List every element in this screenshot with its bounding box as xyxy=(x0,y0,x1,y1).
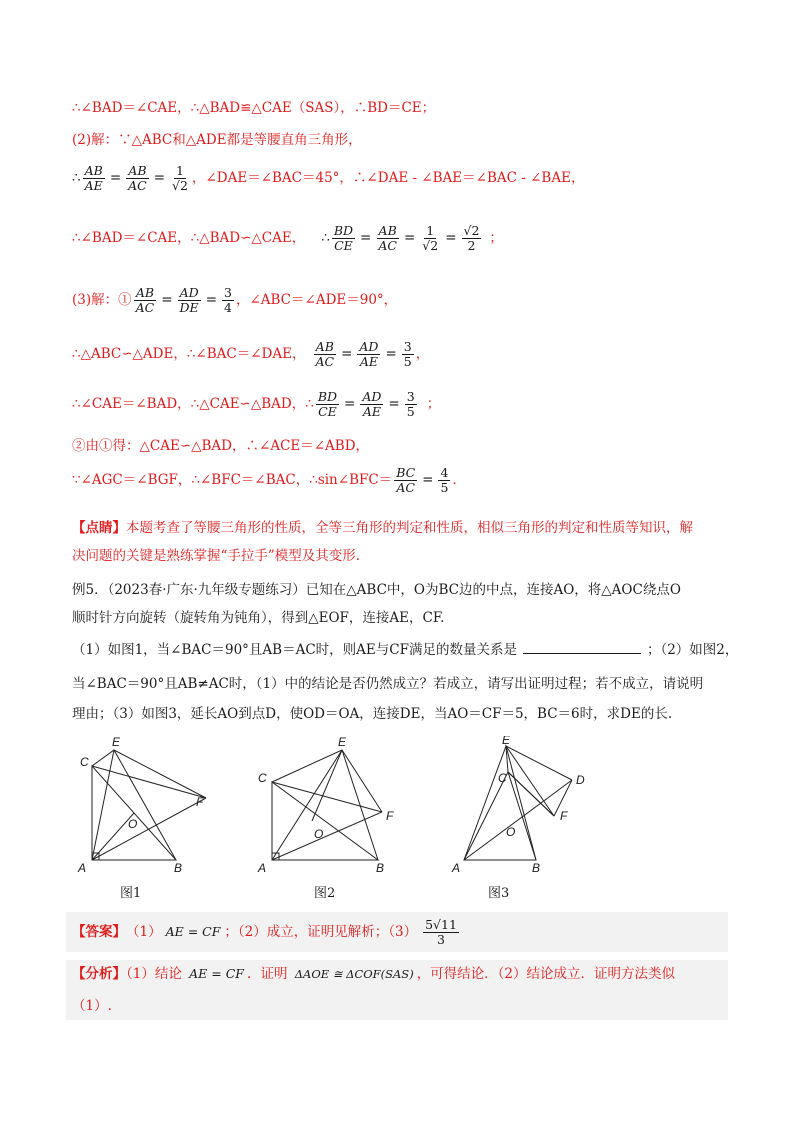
analysis-line-1: 【分析】（1）结论 AE = CF ．证明 ΔAOE ≅ ΔCOF(SAS) ，可得结论．（2）结论成立．证明方法类似 xyxy=(72,966,676,982)
solution2-heading-text: (2)解：∵△ABC和△ADE都是等腰直角三角形， xyxy=(72,132,362,148)
fraction-ab-ac: $\frac{AB}{AC}$ xyxy=(135,284,155,315)
fraction-3-5: $\frac{3}{5}$ xyxy=(403,338,412,369)
fraction-bd-ce: $\frac{BD}{CE}$ xyxy=(333,222,354,253)
label-B: B xyxy=(532,861,541,875)
fraction-bd-ce: $\frac{BD}{CE}$ xyxy=(317,388,338,419)
answer-ae-cf: AE = CF xyxy=(165,924,221,939)
example5-line-3: （1）如图1，当∠BAC＝90°且AB＝AC时，则AE与CF满足的数量关系是 ；（2）如图2， xyxy=(72,642,739,658)
comment-text-2: 决问题的关键是熟练掌握“手拉手”模型及其变形. xyxy=(72,548,361,564)
solution3-line2: ∴△ABC∽△ADE，∴∠BAC＝∠DAE， $\frac{AB}{AC}$ = $\frac{AD}{AE}$ = $\frac{3}{5}$ ， xyxy=(72,338,430,369)
label-D: D xyxy=(576,773,585,787)
solution3-line4-text: ②由①得：△CAE∽△BAD，∴∠ACE＝∠ABD， xyxy=(72,438,370,454)
fraction-ab-ac: $\frac{AB}{AC}$ xyxy=(128,162,147,193)
fraction-4-5: $\frac{4}{5}$ xyxy=(440,464,449,495)
therefore-symbol: ∴ xyxy=(72,170,81,186)
solution3-line5-head: ∵∠AGC＝∠BGF，∴∠BFC＝∠BAC，∴sin∠BFC＝ xyxy=(72,472,393,488)
figure-1 xyxy=(72,736,222,876)
figure-2-caption: 图2 xyxy=(314,886,336,901)
solution2-line3: ∴∠BAD＝∠CAE，∴△BAD∽△CAE， ∴ $\frac{BD}{CE}$ = $\frac{AB}{AC}$ = $\frac{1}{√2}$ = $\frac{√2}{2}$ ； xyxy=(72,222,503,253)
label-E: E xyxy=(112,736,121,749)
example5-line-4: 当∠BAC＝90°且AB≠AC时，（1）中的结论是否仍然成立？若成立，请写出证明过程；若不成立，请说明 xyxy=(72,676,704,692)
fraction-ab-ae: $\frac{AB}{AE}$ xyxy=(84,162,103,193)
solution3-line4 xyxy=(72,436,369,456)
answer-label: 【答案】 xyxy=(72,924,126,940)
example5-line-1: 例5．（2023春·广东·九年级专题练习）已知在△ABC中，O为BC边的中点，连接AO，将△AOC绕点O xyxy=(72,582,681,598)
label-A: A xyxy=(258,861,267,875)
solution2-ratio-line: ∴ $\frac{AB}{AE}$ = $\frac{AB}{AC}$ = $\frac{1}{√2}$ ，∠DAE＝∠BAC＝45°，∴∠DAE - ∠BAE＝∠BAC - ∠BAE， xyxy=(72,162,585,193)
label-F: F xyxy=(386,809,394,823)
comment-text-1: 本题考查了等腰三角形的性质，全等三角形的判定和性质，相似三角形的判定和性质等知识，解 xyxy=(126,520,693,536)
label-B: B xyxy=(376,861,385,875)
label-C: C xyxy=(80,755,89,769)
label-O: O xyxy=(314,827,324,841)
solution3-heading: (3)解：① xyxy=(72,292,132,308)
fraction-1-root2: $\frac{1}{√2}$ xyxy=(422,222,439,253)
solution3-line2-head: ∴△ABC∽△ADE，∴∠BAC＝∠DAE， xyxy=(72,346,306,362)
solution3-line3-head: ∴∠CAE＝∠BAD，∴△CAE∽△BAD，∴ xyxy=(72,396,314,412)
fraction-root2-2: $\frac{√2}{2}$ xyxy=(463,222,480,253)
solution3-line1: (3)解：① $\frac{AB}{AC}$ = $\frac{AD}{DE}$ = $\frac{3}{4}$ ，∠ABC＝∠ADE＝90°， xyxy=(72,284,398,315)
label-B: B xyxy=(174,861,183,875)
label-E: E xyxy=(338,736,347,749)
analysis-label: 【分析】 xyxy=(72,966,126,982)
fraction-3-5: $\frac{3}{5}$ xyxy=(406,388,415,419)
figure-3 xyxy=(444,736,594,876)
label-C: C xyxy=(498,771,507,785)
label-A: A xyxy=(78,861,87,875)
label-F: F xyxy=(560,809,568,823)
fraction-ad-ae: $\frac{AD}{AE}$ xyxy=(359,338,379,369)
fraction-ad-ae: $\frac{AD}{AE}$ xyxy=(362,388,382,419)
fraction-3-4: $\frac{3}{4}$ xyxy=(224,284,232,315)
fraction-bc-ac: $\frac{BC}{AC}$ xyxy=(396,464,416,495)
solution2-line3-head: ∴∠BAD＝∠CAE，∴△BAD∽△CAE， xyxy=(72,230,306,246)
label-F: F xyxy=(196,795,204,809)
solution2-line2-tail: ，∠DAE＝∠BAC＝45°，∴∠DAE - ∠BAE＝∠BAC - ∠BAE， xyxy=(191,170,585,186)
solution3-line3: ∴∠CAE＝∠BAD，∴△CAE∽△BAD，∴ $\frac{BD}{CE}$ = $\frac{AD}{AE}$ = $\frac{3}{5}$ ； xyxy=(72,388,441,419)
figure-2 xyxy=(252,736,402,876)
answer-fraction: $\frac{5√11}{3}$ xyxy=(425,916,457,947)
solution3-line1-tail: ，∠ABC＝∠ADE＝90°， xyxy=(235,292,398,308)
answer-line: 【答案】 （1） AE = CF ；（2）成立，证明见解析；（3） $\frac{5√11}{3}$ xyxy=(72,916,457,947)
solution-line-1 xyxy=(72,98,435,118)
solution3-line5: ∵∠AGC＝∠BGF，∴∠BFC＝∠BAC，∴sin∠BFC＝ $\frac{BC}{AC}$ = $\frac{4}{5}$ ． xyxy=(72,464,466,495)
figure-3-caption: 图3 xyxy=(488,886,510,901)
analysis-congruence: ΔAOE ≅ ΔCOF(SAS) xyxy=(294,967,414,981)
fraction-ad-de: $\frac{AD}{DE}$ xyxy=(179,284,199,315)
analysis-line-2: （1）. xyxy=(72,998,112,1014)
answer-blank[interactable] xyxy=(523,641,641,654)
label-E: E xyxy=(502,736,511,747)
label-C: C xyxy=(258,771,267,785)
fraction-1-root2: $\frac{1}{√2}$ xyxy=(172,162,188,193)
comment-line-2 xyxy=(72,546,360,566)
label-O: O xyxy=(128,817,138,831)
label-O: O xyxy=(506,825,516,839)
figure-1-caption: 图1 xyxy=(120,886,142,901)
label-A: A xyxy=(452,861,461,875)
example5-line-5: 理由；（3）如图3，延长AO到点D，使OD＝OA，连接DE，当AO＝CF＝5，BC＝6时，求DE的长. xyxy=(72,706,673,722)
comment-line-1 xyxy=(72,518,693,538)
comment-label: 【点睛】 xyxy=(72,520,126,536)
solution-text: ∴∠BAD＝∠CAE，∴△BAD≌△CAE（SAS），∴BD＝CE； xyxy=(72,100,436,116)
fraction-ab-ac: $\frac{AB}{AC}$ xyxy=(378,222,397,253)
fraction-ab-ac: $\frac{AB}{AC}$ xyxy=(315,338,335,369)
example5-line-2: 顺时针方向旋转（旋转角为钝角），得到△EOF，连接AE，CF. xyxy=(72,610,445,626)
solution2-heading xyxy=(72,130,362,150)
